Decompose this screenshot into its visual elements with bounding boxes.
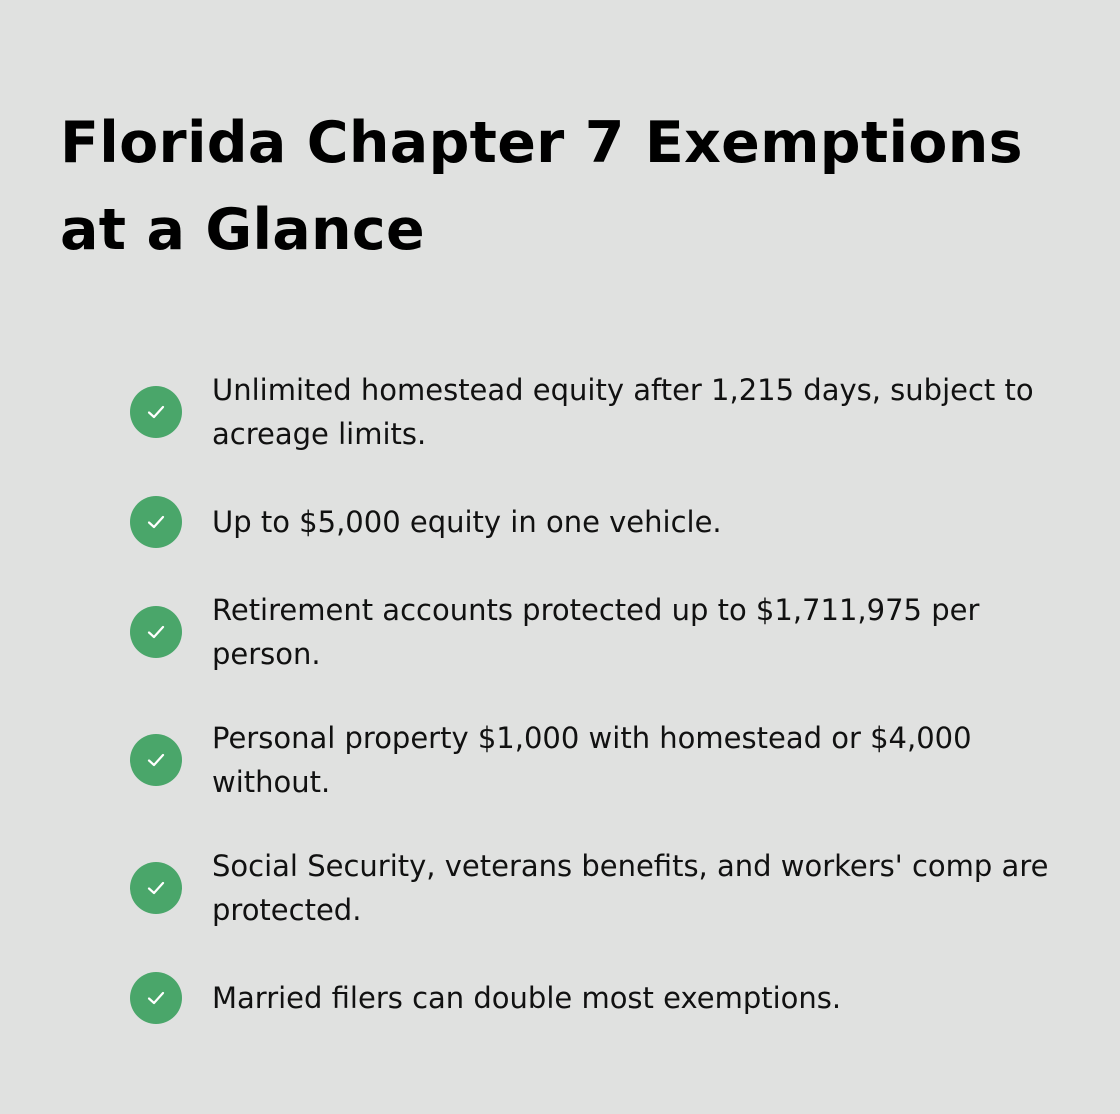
check-icon [130,862,182,914]
list-item-text: Married filers can double most exemptions. [212,981,842,1015]
list-item-text: Unlimited homestead equity after 1,215 days, subject to acreage limits. [212,373,1034,451]
list-item [130,972,1070,1024]
list-item-text: Social Security, veterans benefits, and workers' comp are protected. [212,849,1049,927]
list-item-text: Retirement accounts protected up to $1,711,975 per person. [212,593,980,671]
check-icon [130,386,182,438]
list-item [130,368,1070,456]
list-item [130,588,1070,676]
page-title: Florida Chapter 7 Exemptions at a Glance [60,110,1023,263]
check-icon [130,972,182,1024]
list-item-text: Personal property $1,000 with homestead or $4,000 without. [212,721,972,799]
check-icon [130,734,182,786]
list-item [130,496,1070,548]
list-item [130,844,1070,932]
check-icon [130,496,182,548]
list-item [130,716,1070,804]
list-item-text: Up to $5,000 equity in one vehicle. [212,505,722,539]
check-icon [130,606,182,658]
